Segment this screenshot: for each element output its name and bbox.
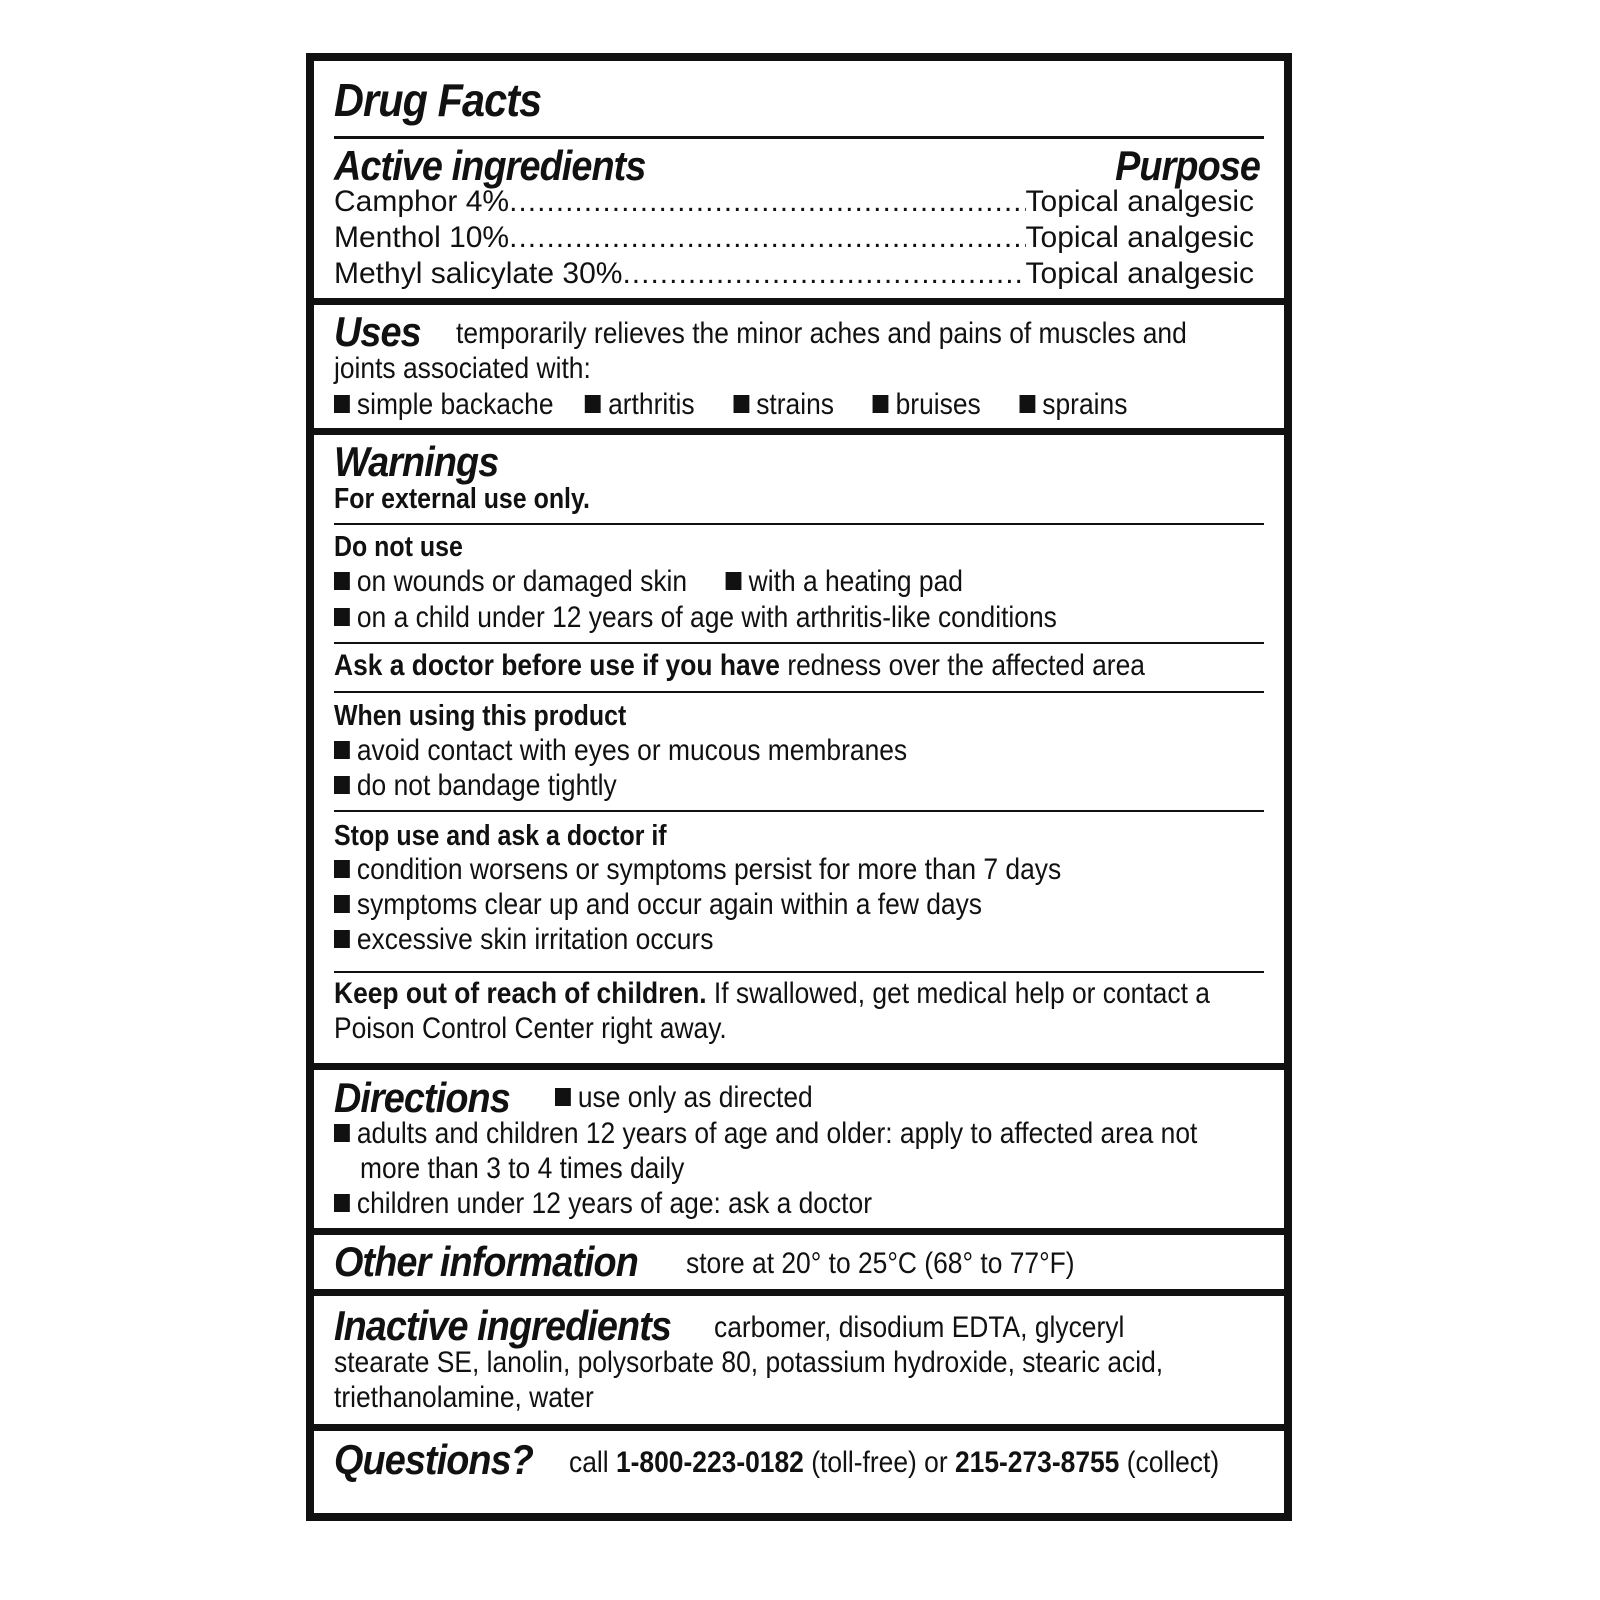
uses-text: temporarily relieves the minor aches and pains of muscles and	[456, 317, 1187, 350]
ingredient-purpose: Topical analgesic	[1025, 257, 1254, 290]
uses-heading: Uses	[334, 308, 421, 355]
leader-dots	[509, 184, 1025, 219]
other-information-text: store at 20° to 25°C (68° to 77°F)	[686, 1247, 1075, 1280]
leader-dots	[509, 220, 1025, 255]
list-item: children under 12 years of age: ask a doctor	[334, 1186, 872, 1221]
section-divider	[314, 1424, 1284, 1431]
list-item: sprains	[1019, 388, 1127, 421]
ingredient-purpose: Topical analgesic	[1025, 221, 1254, 254]
list-item: on a child under 12 years of age with arthritis-like conditions	[334, 600, 1057, 635]
section-divider	[314, 1228, 1284, 1235]
active-ingredients-heading: Active ingredients	[334, 142, 646, 189]
leader-dots	[622, 256, 1025, 291]
ingredient-name: Camphor 4%	[334, 185, 510, 218]
bullet-square-icon	[334, 1194, 350, 1212]
toll-free-phone: 1-800-223-0182	[615, 1446, 804, 1479]
active-ingredient-row	[334, 184, 1254, 219]
section-divider	[314, 298, 1284, 305]
questions-heading: Questions?	[334, 1436, 533, 1483]
list-item: avoid contact with eyes or mucous membranes	[334, 733, 907, 768]
collect-phone: 215-273-8755	[954, 1446, 1120, 1479]
ingredient-name: Methyl salicylate 30%	[334, 257, 623, 290]
warning-divider	[334, 810, 1264, 812]
keep-out-text: Poison Control Center right away.	[334, 1012, 727, 1045]
warning-divider	[334, 523, 1264, 525]
uses-list	[334, 387, 1127, 422]
inactive-ingredients-text: triethanolamine, water	[334, 1381, 594, 1414]
inactive-ingredients-text: carbomer, disodium EDTA, glyceryl	[714, 1311, 1125, 1344]
bullet-square-icon	[585, 395, 601, 413]
bullet-square-icon	[334, 1124, 350, 1142]
list-item: do not bandage tightly	[334, 768, 617, 803]
directions-heading: Directions	[334, 1074, 510, 1121]
title-divider	[334, 136, 1264, 139]
questions-text: call 1-800-223-0182 (toll-free) or 215-273-8755 (collect)	[569, 1446, 1220, 1479]
list-item: excessive skin irritation occurs	[334, 922, 713, 957]
uses-text: joints associated with:	[334, 352, 591, 385]
bullet-square-icon	[334, 741, 350, 759]
bullet-square-icon	[334, 895, 350, 913]
list-item: on wounds or damaged skin	[334, 565, 687, 598]
list-item: use only as directed	[555, 1080, 813, 1115]
external-use-note: For external use only.	[334, 483, 590, 515]
ask-doctor-line: Ask a doctor before use if you have redness over the affected area	[334, 649, 1145, 682]
warning-divider	[334, 971, 1264, 973]
keep-out-heading: Keep out of reach of children.	[334, 977, 707, 1010]
bullet-square-icon	[334, 776, 350, 794]
other-information-heading: Other information	[334, 1238, 638, 1285]
bullet-square-icon	[1019, 395, 1035, 413]
keep-out-line: Keep out of reach of children. If swallowed, get medical help or contact a	[334, 977, 1210, 1010]
bullet-square-icon	[873, 395, 889, 413]
stop-use-heading: Stop use and ask a doctor if	[334, 820, 667, 852]
bullet-square-icon	[733, 395, 749, 413]
active-ingredient-row	[334, 220, 1254, 255]
section-divider	[314, 1289, 1284, 1296]
do-not-use-heading: Do not use	[334, 531, 463, 563]
warning-divider	[334, 691, 1264, 693]
bullet-square-icon	[334, 395, 350, 413]
warnings-heading: Warnings	[334, 438, 499, 485]
section-divider	[314, 1063, 1284, 1070]
when-using-heading: When using this product	[334, 700, 627, 732]
purpose-heading: Purpose	[1115, 142, 1260, 189]
ingredient-purpose: Topical analgesic	[1025, 185, 1254, 218]
list-item: condition worsens or symptoms persist for more than 7 days	[334, 852, 1061, 887]
active-ingredient-row	[334, 256, 1254, 291]
list-item: arthritis	[585, 388, 694, 421]
drug-facts-title: Drug Facts	[334, 74, 542, 126]
list-item-continuation: more than 3 to 4 times daily	[360, 1152, 685, 1185]
do-not-use-list	[334, 564, 963, 599]
bullet-square-icon	[334, 572, 350, 590]
ingredient-name: Menthol 10%	[334, 221, 510, 254]
drug-facts-label	[306, 53, 1292, 1521]
list-item: with a heating pad	[726, 565, 963, 598]
list-item: symptoms clear up and occur again within a few days	[334, 887, 982, 922]
section-divider	[314, 428, 1284, 435]
bullet-square-icon	[334, 860, 350, 878]
bullet-square-icon	[334, 930, 350, 948]
ask-doctor-heading: Ask a doctor before use if you have	[334, 649, 780, 682]
list-item: adults and children 12 years of age and older: apply to affected area not	[334, 1116, 1197, 1151]
bullet-square-icon	[726, 572, 742, 590]
inactive-ingredients-text: stearate SE, lanolin, polysorbate 80, potassium hydroxide, stearic acid,	[334, 1346, 1164, 1379]
bullet-square-icon	[334, 608, 350, 626]
inactive-ingredients-heading: Inactive ingredients	[334, 1302, 672, 1349]
warning-divider	[334, 642, 1264, 644]
list-item: strains	[733, 388, 834, 421]
list-item: simple backache	[334, 388, 554, 421]
bullet-square-icon	[555, 1088, 571, 1106]
list-item: bruises	[873, 388, 981, 421]
